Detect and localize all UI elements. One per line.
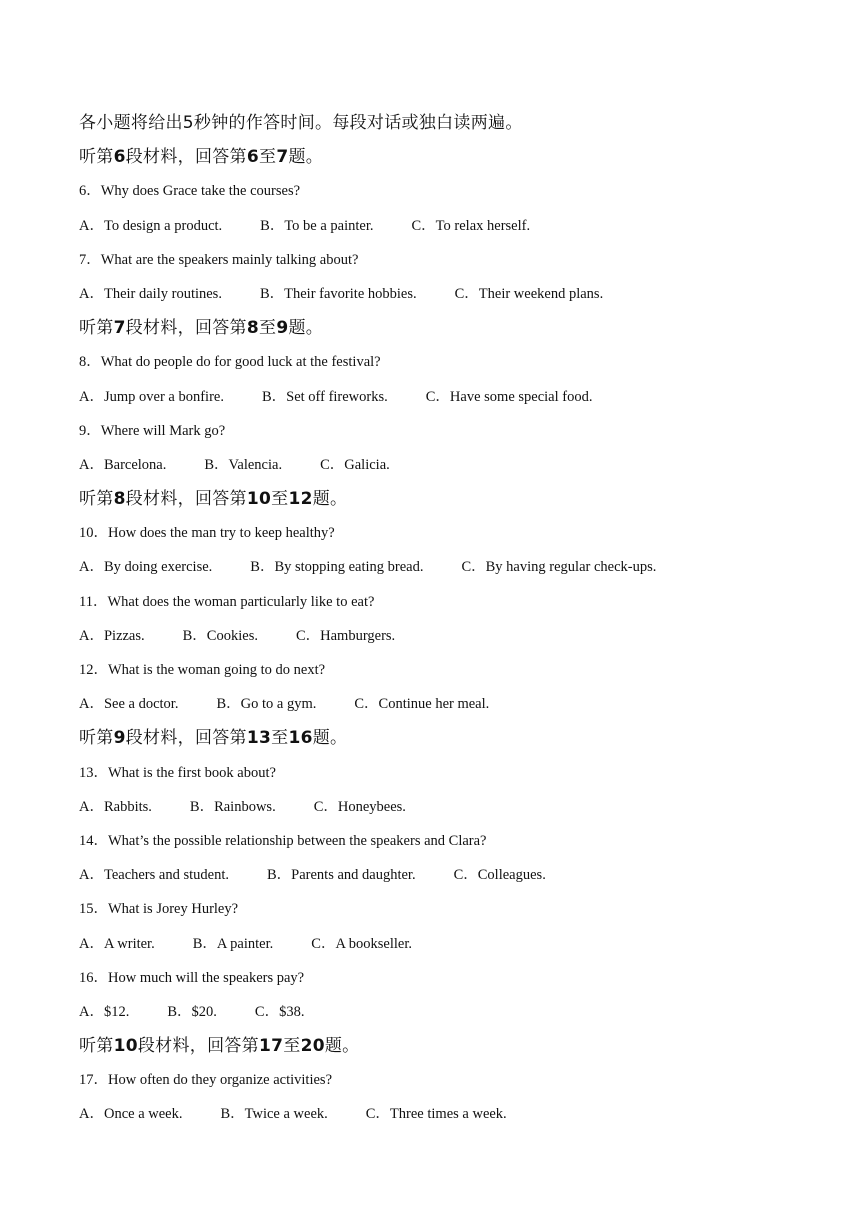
option-c: C．To relax herself. (411, 217, 531, 234)
option-a: A．Rabbits. (79, 798, 152, 815)
section-header: 听第9段材料，回答第13至16题。 (79, 728, 348, 749)
question-text: 12．What is the woman going to do next? (79, 662, 326, 678)
question-options (79, 213, 839, 247)
option-b: B．$20. (167, 1003, 217, 1020)
document-body (79, 110, 839, 1136)
section-header: 听第6段材料，回答第6至7题。 (79, 147, 324, 168)
option-c: C．Galicia. (320, 456, 390, 473)
option-c: C．Three times a week. (365, 1106, 507, 1123)
question-options (79, 554, 839, 588)
question-text: 6．Why does Grace take the courses? (79, 183, 301, 200)
option-a: A．Barcelona. (79, 456, 167, 473)
option-c: C．Colleagues. (453, 867, 546, 884)
option-c: C．A bookseller. (311, 935, 412, 952)
question-options (79, 384, 839, 418)
option-a: A．Once a week. (79, 1106, 183, 1123)
option-a: A．Jump over a bonfire. (79, 388, 224, 405)
option-a: A．By doing exercise. (79, 559, 213, 576)
option-c: C．$38. (254, 1003, 305, 1020)
option-a: A．Pizzas. (79, 627, 145, 644)
option-b: B．Rainbows. (189, 798, 276, 815)
option-b: B．Cookies. (182, 627, 258, 644)
option-c: C．Continue her meal. (354, 696, 490, 713)
question-options (79, 623, 839, 657)
option-a: A．To design a product. (79, 217, 223, 234)
section-header: 听第7段材料，回答第8至9题。 (79, 318, 324, 339)
section-header: 听第8段材料，回答第10至12题。 (79, 489, 348, 510)
option-c: C．Have some special food. (425, 388, 593, 405)
question-options (79, 931, 839, 965)
option-c: C．By having regular check-ups. (461, 559, 657, 576)
option-a: A．A writer. (79, 935, 155, 952)
option-b: B．Go to a gym. (216, 696, 317, 713)
question-options (79, 999, 839, 1033)
question-options (79, 452, 839, 486)
question-text: 10．How does the man try to keep healthy? (79, 525, 335, 542)
option-b: B．A painter. (192, 935, 274, 952)
option-c: C．Honeybees. (313, 798, 406, 815)
option-b: B．Parents and daughter. (266, 867, 416, 884)
question-text: 13．What is the first book about? (79, 764, 276, 781)
question-text: 16．How much will the speakers pay? (79, 969, 305, 986)
option-b: B．Twice a week. (220, 1106, 328, 1123)
question-options (79, 794, 839, 828)
option-c: C．Hamburgers. (295, 627, 396, 644)
option-b: B．By stopping eating bread. (250, 559, 424, 576)
question-text: 14．What’s the possible relationship between the speakers and Clara? (79, 832, 487, 849)
question-text: 17．How often do they organize activities? (79, 1072, 333, 1089)
option-b: B．To be a painter. (260, 217, 374, 234)
option-b: B．Their favorite hobbies. (259, 285, 417, 302)
option-c: C．Their weekend plans. (454, 285, 604, 302)
section-header: 听第10段材料，回答第17至20题。 (79, 1036, 360, 1057)
question-options (79, 691, 839, 725)
option-b: B．Set off fireworks. (261, 388, 388, 405)
intro-text: 各小题将给出5秒钟的作答时间。每段对话或独白读两遍。 (79, 113, 523, 133)
question-options (79, 1101, 839, 1135)
option-a: A．$12. (79, 1003, 130, 1020)
option-b: B．Valencia. (204, 456, 283, 473)
option-a: A．Teachers and student. (79, 867, 229, 884)
question-text: 8．What do people do for good luck at the festival? (79, 354, 381, 371)
question-options (79, 862, 839, 896)
question-text: 11．What does the woman particularly like to eat? (79, 593, 375, 610)
question-text: 9．Where will Mark go? (79, 422, 226, 439)
option-a: A．Their daily routines. (79, 285, 222, 302)
option-a: A．See a doctor. (79, 696, 179, 713)
question-text: 7．What are the speakers mainly talking about? (79, 251, 359, 268)
question-options (79, 281, 839, 315)
question-text: 15．What is Jorey Hurley? (79, 901, 239, 918)
